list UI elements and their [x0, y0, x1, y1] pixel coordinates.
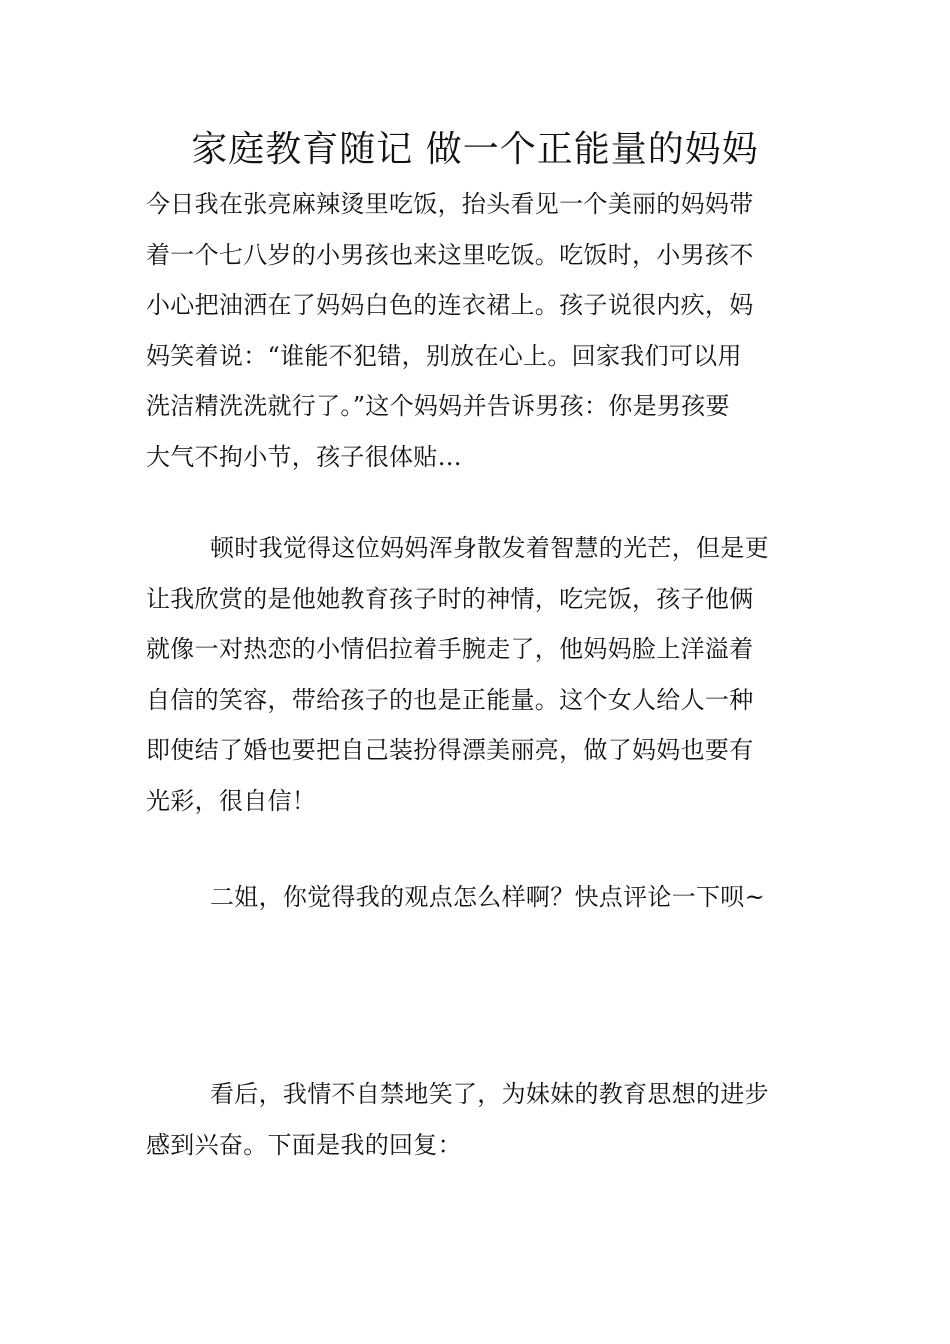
paragraph-line: 二姐，你觉得我的观点怎么样啊？快点评论一下呗~ — [210, 883, 766, 911]
paragraph-line: 顿时我觉得这位妈妈浑身散发着智慧的光芒，但是更 — [210, 534, 769, 562]
paragraph-reflection — [146, 523, 816, 826]
paragraph-line: 小心把油洒在了妈妈白色的连衣裙上。孩子说很内疚，妈 — [146, 291, 754, 319]
document-title: 家庭教育随记 做一个正能量的妈妈 — [191, 129, 759, 170]
paragraph-line: 洗洁精洗洗就行了。”这个妈妈并告诉男孩：你是男孩要 — [146, 392, 730, 420]
paragraph-question — [146, 872, 816, 923]
paragraph-reply-intro — [146, 1069, 816, 1170]
paragraph-line: 自信的笑容，带给孩子的也是正能量。这个女人给人一种 — [146, 685, 754, 714]
paragraph-line: 妈笑着说：“谁能不犯错，别放在心上。回家我们可以用 — [146, 341, 742, 370]
paragraph-line: 今日我在张亮麻辣烫里吃饭，抬头看见一个美丽的妈妈带 — [146, 190, 754, 218]
paragraph-line: 感到兴奋。下面是我的回复： — [146, 1130, 462, 1159]
paragraph-line: 就像一对热恋的小情侣拉着手腕走了，他妈妈脸上洋溢着 — [146, 635, 754, 663]
paragraph-line: 让我欣赏的是他她教育孩子时的神情，吃完饭，孩子他俩 — [146, 584, 754, 613]
paragraph-line: 光彩，很自信！ — [146, 786, 317, 815]
paragraph-line: 即使结了婚也要把自己装扮得漂美丽亮，做了妈妈也要有 — [146, 736, 754, 764]
paragraph-line: 看后，我情不自禁地笑了，为妹妹的教育思想的进步 — [210, 1080, 769, 1108]
paragraph-line: 大气不拘小节，孩子很体贴… — [146, 442, 462, 471]
paragraph-restaurant-story — [146, 179, 816, 482]
paragraph-line: 着一个七八岁的小男孩也来这里吃饭。吃饭时，小男孩不 — [146, 240, 754, 269]
